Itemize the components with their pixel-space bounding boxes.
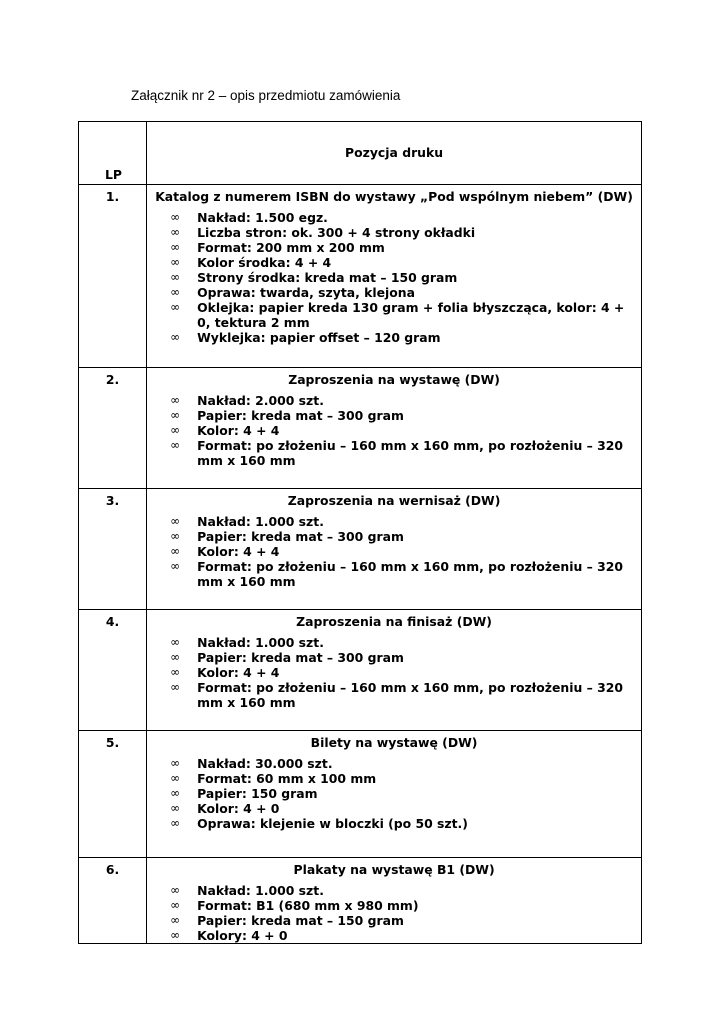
- header-description-cell: [147, 122, 642, 185]
- infinity-bullet-icon: ∞: [170, 408, 181, 422]
- spec-text: Format: 200 mm x 200 mm: [197, 240, 385, 255]
- infinity-bullet-icon: ∞: [170, 285, 181, 299]
- document-title: Załącznik nr 2 – opis przedmiotu zamówienia: [131, 88, 401, 103]
- spec-list-item: [170, 801, 633, 816]
- infinity-bullet-icon: ∞: [170, 255, 181, 269]
- spec-text: Oklejka: papier kreda 130 gram + folia błyszcząca, kolor: 4 + 0, tektura 2 mm: [197, 300, 625, 330]
- spec-list-item: [170, 330, 633, 345]
- spec-list: [147, 393, 641, 468]
- spec-list-item: [170, 650, 633, 665]
- spec-text: Format: po złożeniu – 160 mm x 160 mm, po rozłożeniu – 320 mm x 160 mm: [197, 438, 623, 468]
- infinity-bullet-icon: ∞: [170, 650, 181, 664]
- infinity-bullet-icon: ∞: [170, 423, 181, 437]
- table-body: [79, 185, 642, 944]
- infinity-bullet-icon: ∞: [170, 544, 181, 558]
- spec-text: Strony środka: kreda mat – 150 gram: [197, 270, 458, 285]
- spec-list-item: [170, 514, 633, 529]
- spec-text: Nakład: 1.000 szt.: [197, 514, 324, 529]
- spec-text: Nakład: 1.000 szt.: [197, 635, 324, 650]
- spec-text: Kolor środka: 4 + 4: [197, 255, 332, 270]
- infinity-bullet-icon: ∞: [170, 514, 181, 528]
- spec-list-item: [170, 898, 633, 913]
- infinity-bullet-icon: ∞: [170, 898, 181, 912]
- spec-list-item: [170, 240, 633, 255]
- spec-list-item: [170, 210, 633, 225]
- spec-text: Wyklejka: papier offset – 120 gram: [197, 330, 441, 345]
- item-title: Zaproszenia na wystawę (DW): [288, 372, 500, 387]
- infinity-bullet-icon: ∞: [170, 801, 181, 815]
- spec-list-item: [170, 529, 633, 544]
- item-title: Bilety na wystawę (DW): [310, 735, 478, 750]
- infinity-bullet-icon: ∞: [170, 529, 181, 543]
- item-description-cell: [147, 610, 642, 731]
- lp-number: 1.: [105, 189, 120, 204]
- spec-text: Kolor: 4 + 4: [197, 423, 280, 438]
- spec-list-item: [170, 771, 633, 786]
- infinity-bullet-icon: ∞: [170, 928, 181, 942]
- spec-list-item: [170, 225, 633, 240]
- spec-list-item: [170, 816, 633, 831]
- spec-list: [147, 883, 641, 943]
- spec-text: Papier: kreda mat – 300 gram: [197, 529, 404, 544]
- header-lp-cell: [79, 122, 147, 185]
- spec-list-item: [170, 393, 633, 408]
- item-description-cell: [147, 368, 642, 489]
- spec-text: Papier: kreda mat – 300 gram: [197, 408, 404, 423]
- infinity-bullet-icon: ∞: [170, 665, 181, 679]
- spec-text: Format: 60 mm x 100 mm: [197, 771, 377, 786]
- lp-number: 6.: [105, 862, 120, 877]
- spec-text: Oprawa: klejenie w bloczki (po 50 szt.): [197, 816, 468, 831]
- spec-list-item: [170, 255, 633, 270]
- infinity-bullet-icon: ∞: [170, 210, 181, 224]
- infinity-bullet-icon: ∞: [170, 756, 181, 770]
- spec-list-item: [170, 756, 633, 771]
- spec-list-item: [170, 270, 633, 285]
- infinity-bullet-icon: ∞: [170, 883, 181, 897]
- infinity-bullet-icon: ∞: [170, 225, 181, 239]
- lp-cell: [79, 858, 147, 944]
- spec-list-item: [170, 438, 633, 468]
- infinity-bullet-icon: ∞: [170, 771, 181, 785]
- lp-cell: [79, 610, 147, 731]
- spec-list-item: [170, 300, 633, 330]
- item-description-cell: [147, 858, 642, 944]
- spec-text: Oprawa: twarda, szyta, klejona: [197, 285, 415, 300]
- spec-list-item: [170, 544, 633, 559]
- item-description-cell: [147, 489, 642, 610]
- lp-number: 5.: [105, 735, 120, 750]
- infinity-bullet-icon: ∞: [170, 240, 181, 254]
- spec-list-item: [170, 665, 633, 680]
- spec-text: Kolor: 4 + 0: [197, 801, 280, 816]
- spec-list-item: [170, 423, 633, 438]
- spec-list-item: [170, 928, 633, 943]
- infinity-bullet-icon: ∞: [170, 913, 181, 927]
- spec-list-item: [170, 559, 633, 589]
- item-title: Plakaty na wystawę B1 (DW): [293, 862, 495, 877]
- spec-list-item: [170, 635, 633, 650]
- spec-list-item: [170, 408, 633, 423]
- lp-number: 2.: [105, 372, 120, 387]
- spec-text: Nakład: 2.000 szt.: [197, 393, 324, 408]
- infinity-bullet-icon: ∞: [170, 635, 181, 649]
- lp-cell: [79, 368, 147, 489]
- table-row: [79, 858, 642, 944]
- lp-number: 4.: [105, 614, 120, 629]
- lp-number: 3.: [105, 493, 120, 508]
- table-row: [79, 731, 642, 858]
- spec-text: Format: B1 (680 mm x 980 mm): [197, 898, 419, 913]
- table-row: [79, 368, 642, 489]
- table-row: [79, 610, 642, 731]
- item-title: Zaproszenia na finisaż (DW): [296, 614, 492, 629]
- item-description-cell: [147, 731, 642, 858]
- spec-list: [147, 756, 641, 831]
- spec-list-item: [170, 883, 633, 898]
- spec-text: Papier: kreda mat – 300 gram: [197, 650, 404, 665]
- spec-text: Papier: kreda mat – 150 gram: [197, 913, 404, 928]
- item-title: Katalog z numerem ISBN do wystawy „Pod wspólnym niebem” (DW): [155, 189, 633, 204]
- infinity-bullet-icon: ∞: [170, 393, 181, 407]
- spec-text: Liczba stron: ok. 300 + 4 strony okładki: [197, 225, 476, 240]
- infinity-bullet-icon: ∞: [170, 680, 181, 694]
- spec-text: Kolor: 4 + 4: [197, 665, 280, 680]
- spec-text: Nakład: 1.000 szt.: [197, 883, 324, 898]
- infinity-bullet-icon: ∞: [170, 559, 181, 573]
- spec-text: Format: po złożeniu – 160 mm x 160 mm, po rozłożeniu – 320 mm x 160 mm: [197, 559, 623, 589]
- infinity-bullet-icon: ∞: [170, 438, 181, 452]
- spec-list-item: [170, 285, 633, 300]
- spec-list-item: [170, 680, 633, 710]
- spec-list: [147, 635, 641, 710]
- spec-list-item: [170, 913, 633, 928]
- spec-text: Nakład: 30.000 szt.: [197, 756, 333, 771]
- lp-cell: [79, 185, 147, 368]
- print-items-table: [78, 121, 642, 944]
- infinity-bullet-icon: ∞: [170, 330, 181, 344]
- spec-text: Kolor: 4 + 4: [197, 544, 280, 559]
- item-title: Zaproszenia na wernisaż (DW): [287, 493, 501, 508]
- spec-list: [147, 210, 641, 345]
- lp-cell: [79, 731, 147, 858]
- table-header-row: [79, 122, 642, 185]
- infinity-bullet-icon: ∞: [170, 270, 181, 284]
- spec-text: Format: po złożeniu – 160 mm x 160 mm, po rozłożeniu – 320 mm x 160 mm: [197, 680, 623, 710]
- header-lp-label: LP: [105, 167, 122, 182]
- spec-text: Papier: 150 gram: [197, 786, 318, 801]
- spec-text: Nakład: 1.500 egz.: [197, 210, 328, 225]
- spec-text: Kolory: 4 + 0: [197, 928, 288, 943]
- header-description-label: Pozycja druku: [345, 145, 444, 160]
- table-row: [79, 185, 642, 368]
- infinity-bullet-icon: ∞: [170, 300, 181, 314]
- item-description-cell: [147, 185, 642, 368]
- spec-list: [147, 514, 641, 589]
- lp-cell: [79, 489, 147, 610]
- infinity-bullet-icon: ∞: [170, 786, 181, 800]
- spec-list-item: [170, 786, 633, 801]
- table-row: [79, 489, 642, 610]
- infinity-bullet-icon: ∞: [170, 816, 181, 830]
